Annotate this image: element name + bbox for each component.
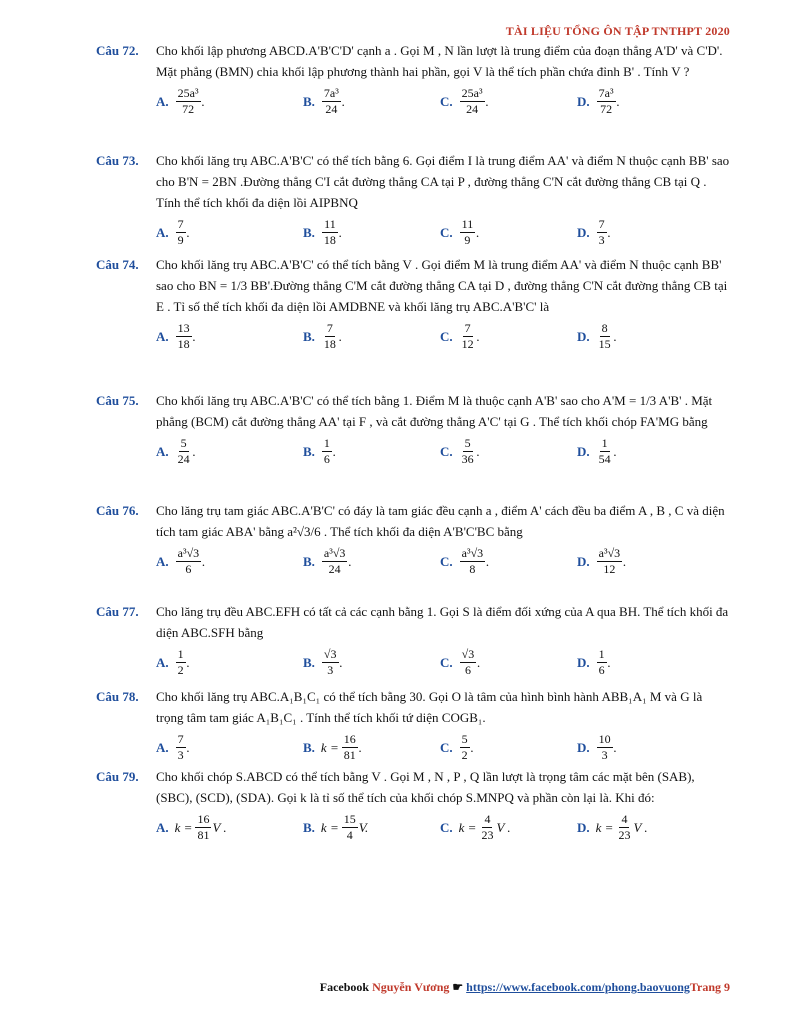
answer-option[interactable] bbox=[440, 732, 474, 763]
answer-option[interactable] bbox=[303, 86, 345, 117]
fraction-denominator: 81 bbox=[197, 828, 210, 842]
question-text: Cho khối lăng trụ ABC.A'B'C' có thể tích bằng 1. Điểm M là thuộc cạnh A'B' sao cho A'M = 1/3 A'B' . Mặt phẳng (BCM) cắt đường thẳng AA' tại F , và cắt đường thẳng A'C' tại G . Thể tích khối chóp FA'MG bằng bbox=[156, 393, 713, 429]
option-suffix: V . bbox=[496, 820, 511, 835]
option-fraction bbox=[460, 647, 477, 678]
option-label: D. bbox=[577, 94, 590, 109]
answer-options bbox=[156, 647, 732, 687]
option-suffix: . bbox=[476, 444, 480, 459]
answer-option[interactable] bbox=[577, 647, 611, 678]
fraction-denominator: 6 bbox=[323, 452, 330, 466]
fraction-numerator: a³√3 bbox=[323, 546, 346, 560]
option-fraction bbox=[597, 436, 613, 467]
fraction-numerator: a³√3 bbox=[177, 546, 200, 560]
option-label: D. bbox=[577, 329, 590, 344]
fraction-denominator: 18 bbox=[323, 337, 336, 351]
question-text: Cho lăng trụ tam giác ABC.A'B'C' có đáy là tam giác đều cạnh a , điểm A' cách đều ba điểm A , B , C và diện tích tam giác ABA' bằng a²√3/6 . Thể tích khối đa diện A'B'C'BC bằng bbox=[156, 503, 725, 539]
option-suffix: . bbox=[201, 94, 205, 109]
option-fraction bbox=[176, 436, 192, 467]
option-fraction bbox=[176, 732, 186, 763]
option-label: A. bbox=[156, 554, 169, 569]
question-text: Cho khối lăng trụ ABC.A'B'C' có thể tích bằng V . Gọi điểm M là trung điểm AA' và điểm N thuộc cạnh BB' sao cho BN = 1/3 BB'.Đường thẳng C'M cắt đường thẳng CA tại D , đường thẳng C'N cắt đường thẳng CB tại E . Tỉ số thể tích khối đa diện lồi AMDBNE và khối lăng trụ ABC.A'B'C' là bbox=[156, 257, 728, 314]
option-fraction bbox=[176, 647, 186, 678]
question-text: Cho khối lăng trụ ABC.A'B'C' có thể tích bằng 6. Gọi điểm I là trung điểm AA' và điểm N thuộc cạnh BB' sao cho B'N = 2BN .Đường thẳng C'I cắt đường thẳng CA tại P , đường thẳng C'N cắt đường thẳng CB tại Q . Tính thể tích khối đa diện lồi AIPBNQ bbox=[156, 153, 730, 210]
answer-option[interactable] bbox=[156, 217, 190, 248]
fraction-numerator: 25a³ bbox=[177, 86, 199, 100]
option-label: D. bbox=[577, 225, 590, 240]
option-suffix: . bbox=[613, 740, 617, 755]
answer-option[interactable] bbox=[440, 217, 479, 248]
option-fraction bbox=[342, 732, 358, 763]
option-label: B. bbox=[303, 740, 315, 755]
fraction-denominator: 72 bbox=[600, 102, 613, 116]
question-block bbox=[96, 686, 732, 772]
answer-option[interactable] bbox=[440, 647, 480, 678]
question-text: Cho khối chóp S.ABCD có thể tích bằng V . Gọi M , N , P , Q lần lượt là trọng tâm các mặt bên (SAB), (SBC), (SCD), (SDA). Gọi k là tỉ số thể tích của khối chóp S.MNPQ và phần còn lại là. Khi đó: bbox=[156, 769, 695, 805]
option-suffix: . bbox=[616, 94, 620, 109]
fraction-denominator: 24 bbox=[328, 562, 341, 576]
option-suffix: . bbox=[613, 444, 617, 459]
fraction-denominator: 12 bbox=[603, 562, 616, 576]
option-suffix: . bbox=[192, 444, 196, 459]
fraction-numerator: 11 bbox=[461, 217, 474, 231]
answer-option[interactable] bbox=[156, 647, 190, 678]
option-fraction bbox=[460, 321, 476, 352]
fraction-denominator: 9 bbox=[177, 233, 184, 247]
fraction-numerator: 10 bbox=[598, 732, 611, 746]
option-suffix: . bbox=[623, 554, 627, 569]
page-footer bbox=[320, 980, 730, 995]
option-suffix: . bbox=[613, 329, 617, 344]
answer-option[interactable] bbox=[303, 436, 336, 467]
option-fraction bbox=[195, 812, 211, 843]
fraction-numerator: 8 bbox=[601, 321, 608, 335]
option-suffix: . bbox=[338, 329, 343, 344]
answer-option[interactable] bbox=[156, 436, 196, 467]
option-label: A. bbox=[156, 94, 169, 109]
option-label: C. bbox=[440, 740, 453, 755]
option-suffix: . bbox=[186, 655, 190, 670]
answer-option[interactable] bbox=[577, 732, 617, 763]
option-label: B. bbox=[303, 444, 315, 459]
option-suffix: V. bbox=[358, 820, 369, 835]
answer-option[interactable] bbox=[303, 732, 362, 763]
option-label: D. bbox=[577, 554, 590, 569]
option-fraction bbox=[322, 436, 332, 467]
question-block bbox=[96, 500, 732, 586]
option-suffix: . bbox=[186, 225, 190, 240]
option-prefix: k = bbox=[320, 820, 339, 835]
fraction-denominator: 12 bbox=[461, 337, 474, 351]
option-suffix: . bbox=[477, 655, 481, 670]
question-block bbox=[96, 390, 732, 476]
question-block bbox=[96, 254, 732, 361]
option-fraction bbox=[597, 546, 623, 577]
option-fraction bbox=[322, 321, 338, 352]
fraction-numerator: 7 bbox=[598, 217, 605, 231]
fraction-numerator: 16 bbox=[197, 812, 210, 826]
option-fraction bbox=[460, 86, 485, 117]
answer-option[interactable] bbox=[303, 812, 368, 843]
option-fraction bbox=[597, 321, 613, 352]
option-fraction bbox=[616, 812, 632, 843]
option-label: C. bbox=[440, 554, 453, 569]
question-number: Câu 76. bbox=[96, 503, 139, 518]
fraction-denominator: 3 bbox=[601, 748, 608, 762]
option-label: A. bbox=[156, 740, 169, 755]
question-text: Cho khối lập phương ABCD.A'B'C'D' cạnh a . Gọi M , N lần lượt là trung điểm của đoạn thẳng A'D' và C'D'. Mặt phẳng (BMN) chia khối lập phương thành hai phần, gọi V là thể tích phần chứa đỉnh B' . Tính V ? bbox=[156, 43, 723, 79]
fraction-numerator: 7 bbox=[177, 732, 184, 746]
fraction-denominator: 23 bbox=[618, 828, 631, 842]
answer-option[interactable] bbox=[156, 546, 205, 577]
option-label: D. bbox=[577, 820, 590, 835]
option-suffix: . bbox=[338, 225, 343, 240]
footer-page-number: Trang 9 bbox=[689, 980, 730, 994]
answer-options bbox=[156, 321, 732, 361]
option-fraction bbox=[460, 436, 476, 467]
fraction-numerator: 25a³ bbox=[461, 86, 483, 100]
option-label: C. bbox=[440, 820, 453, 835]
fraction-numerator: 7 bbox=[177, 217, 184, 231]
option-fraction bbox=[460, 732, 470, 763]
question-block bbox=[96, 150, 732, 257]
option-suffix: . bbox=[341, 94, 346, 109]
option-suffix: . bbox=[486, 554, 490, 569]
option-fraction bbox=[342, 812, 358, 843]
option-fraction bbox=[460, 546, 486, 577]
fraction-numerator: a³√3 bbox=[598, 546, 621, 560]
option-label: B. bbox=[303, 820, 315, 835]
fraction-numerator: 16 bbox=[343, 732, 356, 746]
page-header: TÀI LIỆU TỔNG ÔN TẬP TNTHPT 2020 bbox=[505, 24, 730, 38]
option-label: B. bbox=[303, 94, 315, 109]
fraction-denominator: 3 bbox=[327, 663, 334, 677]
option-label: B. bbox=[303, 554, 315, 569]
option-label: D. bbox=[577, 740, 590, 755]
fraction-numerator: 7a³ bbox=[323, 86, 339, 100]
answer-option[interactable] bbox=[577, 436, 617, 467]
question-block bbox=[96, 766, 732, 852]
option-label: C. bbox=[440, 94, 453, 109]
fraction-denominator: 15 bbox=[598, 337, 611, 351]
option-label: D. bbox=[577, 444, 590, 459]
fraction-numerator: 5 bbox=[180, 436, 187, 450]
fraction-denominator: 18 bbox=[323, 233, 336, 247]
fraction-denominator: 9 bbox=[464, 233, 471, 247]
answer-option[interactable] bbox=[577, 812, 648, 843]
option-label: B. bbox=[303, 329, 315, 344]
option-fraction bbox=[597, 86, 616, 117]
option-fraction bbox=[460, 217, 476, 248]
answer-option[interactable] bbox=[440, 86, 489, 117]
option-label: A. bbox=[156, 655, 169, 670]
option-label: B. bbox=[303, 655, 315, 670]
option-label: C. bbox=[440, 329, 453, 344]
option-suffix: . bbox=[485, 94, 489, 109]
fraction-denominator: 3 bbox=[598, 233, 605, 247]
question-block bbox=[96, 40, 732, 126]
answer-option[interactable] bbox=[303, 647, 343, 678]
answer-options bbox=[156, 217, 732, 257]
fraction-denominator: 2 bbox=[177, 663, 184, 677]
fraction-numerator: a³√3 bbox=[461, 546, 484, 560]
pointing-hand-icon: ☛ bbox=[452, 980, 464, 994]
fraction-numerator: √3 bbox=[323, 647, 337, 661]
fraction-denominator: 24 bbox=[177, 452, 190, 466]
option-suffix: V . bbox=[212, 820, 227, 835]
fraction-numerator: 4 bbox=[621, 812, 628, 826]
answer-option[interactable] bbox=[440, 812, 511, 843]
option-prefix: k = bbox=[320, 740, 339, 755]
option-label: A. bbox=[156, 225, 169, 240]
question-number: Câu 78. bbox=[96, 689, 139, 704]
footer-link[interactable]: https://www.facebook.com/phong.baovuong bbox=[466, 980, 690, 994]
answer-option[interactable] bbox=[440, 436, 480, 467]
option-prefix: k = bbox=[458, 820, 477, 835]
fraction-denominator: 36 bbox=[461, 452, 474, 466]
question-text: Cho khối lăng trụ ABC.A₁B₁C₁ có thể tích bằng 30. Gọi O là tâm của hình bình hành ABB₁A₁ M và G là trọng tâm tam giác A₁B₁C₁ . Tính thể tích khối tứ diện COGB₁. bbox=[156, 689, 703, 725]
option-label: A. bbox=[156, 444, 169, 459]
option-suffix: V . bbox=[633, 820, 648, 835]
option-suffix: . bbox=[192, 329, 196, 344]
option-suffix: . bbox=[476, 329, 480, 344]
answer-option[interactable] bbox=[577, 217, 611, 248]
fraction-numerator: 11 bbox=[324, 217, 336, 231]
question-number: Câu 79. bbox=[96, 769, 139, 784]
option-label: C. bbox=[440, 444, 453, 459]
fraction-denominator: 8 bbox=[469, 562, 476, 576]
option-fraction bbox=[322, 546, 348, 577]
question-number: Câu 72. bbox=[96, 43, 139, 58]
question-text: Cho lăng trụ đều ABC.EFH có tất cả các cạnh bằng 1. Gọi S là điểm đối xứng của A qua BH. Thể tích khối đa diện ABC.SFH bằng bbox=[156, 604, 729, 640]
fraction-numerator: 15 bbox=[343, 812, 356, 826]
option-label: A. bbox=[156, 820, 169, 835]
option-fraction bbox=[597, 732, 613, 763]
answer-options bbox=[156, 436, 732, 476]
fraction-numerator: 5 bbox=[461, 732, 468, 746]
option-label: A. bbox=[156, 329, 169, 344]
fraction-numerator: √3 bbox=[461, 647, 475, 661]
option-fraction bbox=[176, 321, 192, 352]
question-number: Câu 77. bbox=[96, 604, 139, 619]
answer-option[interactable] bbox=[156, 321, 196, 352]
answer-option[interactable] bbox=[303, 217, 342, 248]
fraction-denominator: 6 bbox=[598, 663, 605, 677]
answer-option[interactable] bbox=[303, 321, 342, 352]
fraction-numerator: 5 bbox=[464, 436, 471, 450]
fraction-numerator: 1 bbox=[323, 436, 330, 450]
fraction-denominator: 3 bbox=[177, 748, 184, 762]
fraction-numerator: 7 bbox=[464, 321, 471, 335]
option-fraction bbox=[176, 217, 186, 248]
answer-option[interactable] bbox=[156, 812, 227, 843]
option-fraction bbox=[597, 217, 607, 248]
fraction-denominator: 81 bbox=[343, 748, 356, 762]
answer-option[interactable] bbox=[440, 546, 489, 577]
option-fraction bbox=[322, 647, 339, 678]
option-suffix: . bbox=[186, 740, 190, 755]
fraction-denominator: 6 bbox=[464, 663, 471, 677]
option-label: B. bbox=[303, 225, 315, 240]
option-fraction bbox=[322, 217, 338, 248]
option-fraction bbox=[597, 647, 607, 678]
fraction-denominator: 4 bbox=[346, 828, 353, 842]
option-fraction bbox=[322, 86, 341, 117]
question-number: Câu 74. bbox=[96, 257, 139, 272]
question-number: Câu 73. bbox=[96, 153, 139, 168]
option-label: C. bbox=[440, 655, 453, 670]
option-suffix: . bbox=[348, 554, 352, 569]
option-suffix: . bbox=[339, 655, 343, 670]
answer-option[interactable] bbox=[577, 546, 626, 577]
option-fraction bbox=[479, 812, 495, 843]
fraction-denominator: 6 bbox=[185, 562, 192, 576]
option-suffix: . bbox=[202, 554, 206, 569]
answer-options bbox=[156, 86, 732, 126]
option-suffix: . bbox=[332, 444, 337, 459]
fraction-denominator: 23 bbox=[481, 828, 494, 842]
option-prefix: k = bbox=[595, 820, 614, 835]
fraction-numerator: 1 bbox=[598, 647, 605, 661]
option-label: D. bbox=[577, 655, 590, 670]
fraction-numerator: 1 bbox=[601, 436, 608, 450]
fraction-numerator: 4 bbox=[484, 812, 491, 826]
answer-option[interactable] bbox=[156, 86, 205, 117]
option-prefix: k = bbox=[174, 820, 193, 835]
answer-option[interactable] bbox=[577, 86, 620, 117]
fraction-denominator: 18 bbox=[177, 337, 190, 351]
option-suffix: . bbox=[607, 225, 611, 240]
fraction-denominator: 24 bbox=[325, 102, 338, 116]
question-number: Câu 75. bbox=[96, 393, 139, 408]
answer-options bbox=[156, 812, 732, 852]
option-suffix: . bbox=[470, 740, 474, 755]
fraction-denominator: 2 bbox=[461, 748, 468, 762]
fraction-denominator: 54 bbox=[598, 452, 611, 466]
fraction-denominator: 72 bbox=[182, 102, 195, 116]
answer-option[interactable] bbox=[303, 546, 352, 577]
option-suffix: . bbox=[476, 225, 480, 240]
fraction-numerator: 7 bbox=[326, 321, 333, 335]
answer-option[interactable] bbox=[156, 732, 190, 763]
option-suffix: . bbox=[607, 655, 611, 670]
question-block bbox=[96, 601, 732, 687]
option-fraction bbox=[176, 86, 201, 117]
fraction-denominator: 24 bbox=[466, 102, 479, 116]
footer-facebook: Facebook bbox=[319, 980, 370, 994]
answer-option[interactable] bbox=[440, 321, 480, 352]
option-suffix: . bbox=[358, 740, 362, 755]
footer-author-name: Nguyễn Vương bbox=[372, 980, 450, 994]
option-label: C. bbox=[440, 225, 453, 240]
option-fraction bbox=[176, 546, 202, 577]
answer-options bbox=[156, 546, 732, 586]
answer-option[interactable] bbox=[577, 321, 617, 352]
fraction-numerator: 13 bbox=[177, 321, 190, 335]
fraction-numerator: 7a³ bbox=[598, 86, 614, 100]
fraction-numerator: 1 bbox=[177, 647, 184, 661]
